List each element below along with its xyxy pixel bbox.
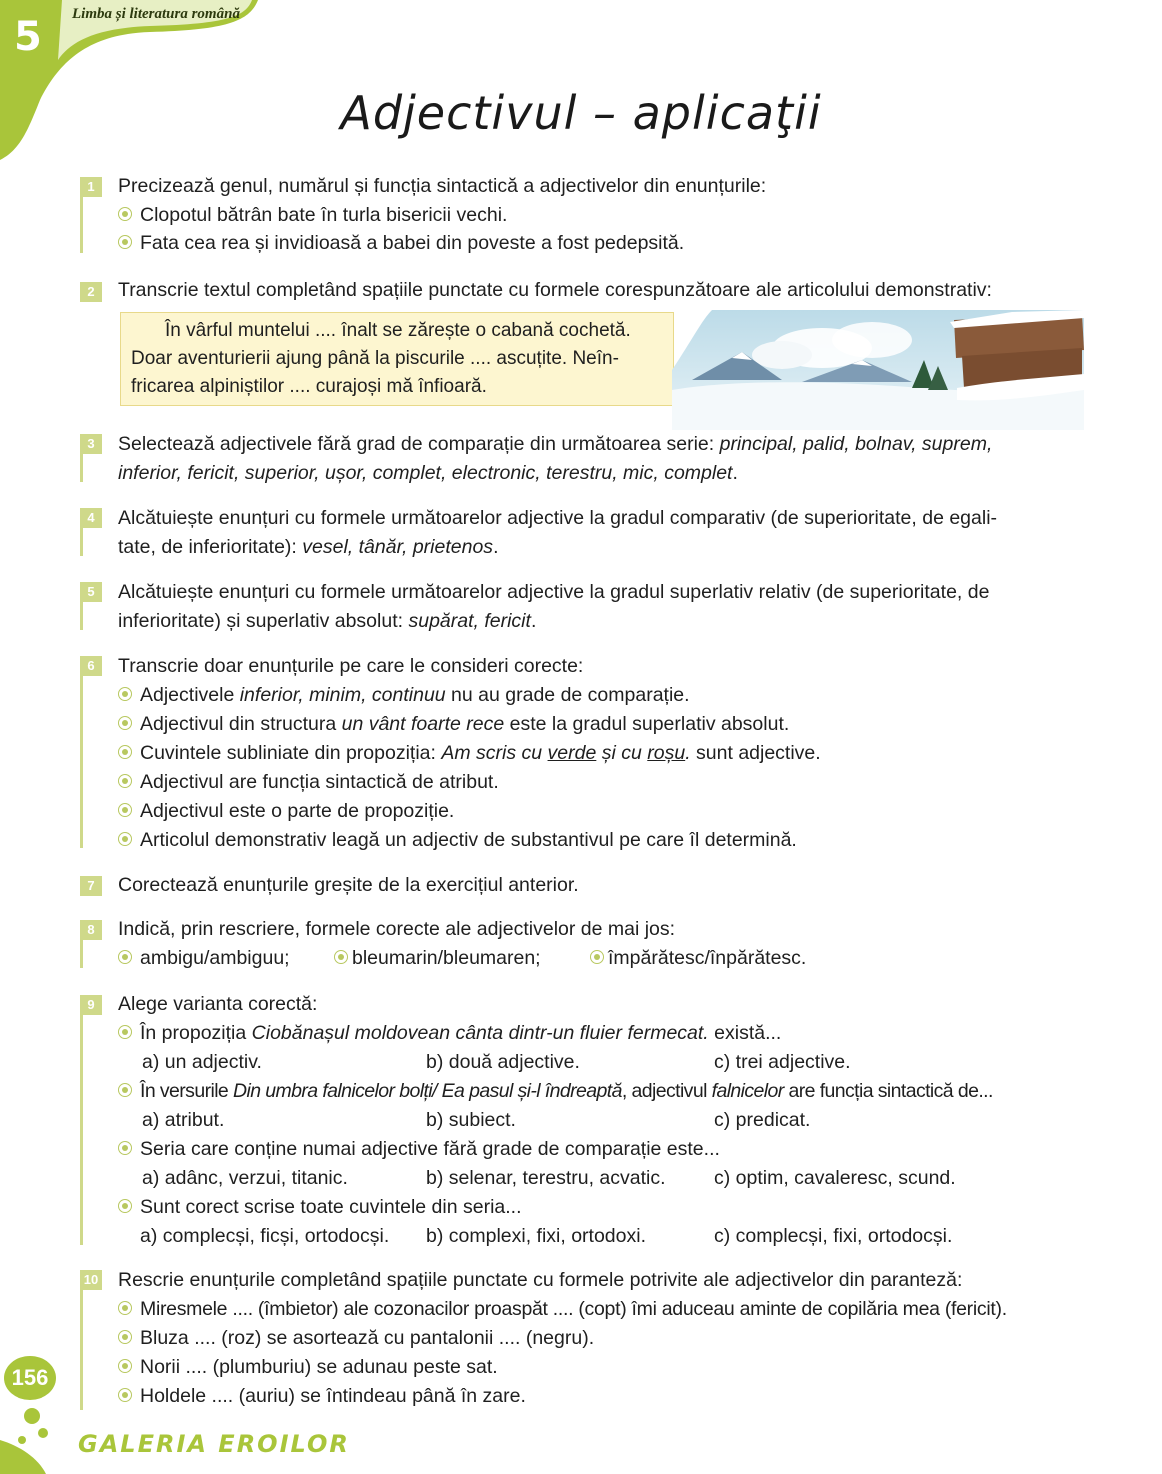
exercise-bar [80,676,83,848]
exercise-number: 3 [80,434,102,454]
list-item: Adjectivul din structura un vânt foarte rece este la gradul superlativ absolut. [118,710,789,738]
bullet-icon [118,687,132,701]
exercise-text: tate, de inferioritate): vesel, tânăr, prietenos. [118,536,499,558]
bullet-icon [118,1025,132,1039]
question: Seria care conține numai adjective fără grade de comparație este... [118,1135,720,1163]
answer-option: c) predicat. [714,1109,811,1131]
list-item: ambigu/ambiguu; [118,944,290,972]
decor-dot [38,1428,48,1438]
answer-option: c) trei adjective. [714,1051,851,1073]
exercise-text: Corectează enunțurile greșite de la exercițiul anterior. [118,874,579,896]
box-line: fricarea alpiniștilor .... curajoși mă înfioară. [131,376,487,397]
bullet-icon [118,1141,132,1155]
exercise-text: Alege varianta corectă: [118,993,318,1015]
question: Sunt corect scrise toate cuvintele din seria... [118,1193,522,1221]
list-item: Clopotul bătrân bate în turla bisericii vechi. [118,201,507,229]
page-title: Adjectivul – aplicaţii [340,86,822,140]
bullet-icon [118,207,132,221]
exercise-text: Transcrie textul completând spațiile punctate cu formele corespunzătoare ale articolului demonstrativ: [118,279,992,301]
box-line: Doar aventurierii ajung până la piscurile .... ascuțite. Neîn- [131,348,619,369]
exercise-text: Alcătuiește enunțuri cu formele următoarelor adjective la gradul comparativ (de superioritate, de egali- [118,507,998,529]
answer-option: c) optim, cavaleresc, scund. [714,1167,956,1189]
bullet-icon [590,950,604,964]
list-item: Norii .... (plumburiu) se adunau peste sat. [118,1353,498,1381]
list-item: Bluza .... (roz) se asortează cu pantalonii .... (negru). [118,1324,594,1352]
answer-option: a) complecși, ficși, ortodocși. [140,1225,390,1247]
list-item: Adjectivul este o parte de propoziție. [118,797,454,825]
answer-option: b) două adjective. [426,1051,580,1073]
bullet-icon [118,1199,132,1213]
list-item: Adjectivele inferior, minim, continuu nu au grade de comparație. [118,681,690,709]
exercise-text: Transcrie doar enunțurile pe care le consideri corecte: [118,655,584,677]
bullet-icon [118,745,132,759]
exercise-number: 7 [80,876,102,896]
exercise-number: 9 [80,995,102,1015]
list-item: Articolul demonstrativ leagă un adjectiv de substantivul pe care îl determină. [118,826,797,854]
list-item: Miresmele .... (îmbietor) ale cozonacilor proaspăt .... (copt) îmi aduceau aminte de copilăria mea (fericit). [118,1295,1007,1323]
exercise-number: 10 [80,1270,102,1290]
list-item: bleumarin/bleumaren; [334,944,541,972]
list-item: Fata cea rea și invidioasă a babei din poveste a fost pedepsită. [118,229,684,257]
series-label: GALERIA EROILOR [78,1430,350,1458]
corner-decoration-bottom [0,1440,50,1474]
answer-option: a) un adjectiv. [142,1051,262,1073]
bullet-icon [118,774,132,788]
decor-dot [24,1408,40,1424]
question: În propoziția Ciobănașul moldovean cânta dintr-un fluier fermecat. există... [118,1019,781,1047]
exercise-text: Precizează genul, numărul și funcția sintactică a adjectivelor din enunțurile: [118,175,767,197]
exercise-text: Rescrie enunțurile completând spațiile punctate cu formele potrivite ale adjectivelor din paranteză: [118,1269,963,1291]
exercise-text: inferioritate) și superlativ absolut: supărat, fericit. [118,610,537,632]
answer-option: b) subiect. [426,1109,516,1131]
exercise-text: inferior, fericit, superior, ușor, complet, electronic, terestru, mic, complet. [118,462,738,484]
subject-label: Limba și literatura română [72,6,240,22]
bullet-icon [118,950,132,964]
exercise-bar [80,528,83,556]
exercise-number: 5 [80,582,102,602]
bullet-icon [118,1330,132,1344]
exercise-text: Indică, prin rescriere, formele corecte ale adjectivelor de mai jos: [118,918,676,940]
question: În versurile Din umbra falnicelor bolți/ Ea pasul și-l îndreaptă, adjectivul falnicelor are funcția sintactică de... [118,1077,993,1105]
box-line: În vârful muntelui .... înalt se zărește o cabană cochetă. [165,320,631,341]
exercise-bar [80,454,83,482]
exercise-number: 8 [80,920,102,940]
page-number: 156 [4,1356,56,1400]
exercise-number: 2 [80,282,102,302]
list-item: Holdele .... (auriu) se întindeau până în zare. [118,1382,526,1410]
bullet-icon [334,950,348,964]
exercise-bar [80,197,83,253]
answer-option: c) complecși, fixi, ortodocși. [714,1225,953,1247]
bullet-icon [118,1083,132,1097]
text-box [120,312,674,406]
list-item: împărătesc/înpărătesc. [590,944,806,972]
list-item: Cuvintele subliniate din propoziția: Am scris cu verde și cu roșu. sunt adjective. [118,739,821,767]
bullet-icon [118,716,132,730]
bullet-icon [118,235,132,249]
exercise-bar [80,940,83,968]
exercise-bar [80,602,83,630]
bullet-icon [118,832,132,846]
answer-option: a) atribut. [142,1109,225,1131]
exercise-number: 1 [80,177,102,197]
bullet-icon [118,1301,132,1315]
grade-number: 5 [14,14,42,60]
answer-option: b) complexi, fixi, ortodoxi. [426,1225,646,1247]
bullet-icon [118,803,132,817]
mountain-cabin-illustration [672,310,1088,430]
exercise-text: Alcătuiește enunțuri cu formele următoarelor adjective la gradul superlativ relativ (de superioritate, de [118,581,990,603]
exercise-bar [80,1290,83,1410]
answer-option: b) selenar, terestru, acvatic. [426,1167,666,1189]
list-item: Adjectivul are funcția sintactică de atribut. [118,768,499,796]
exercise-bar [80,1015,83,1245]
answer-option: a) adânc, verzui, titanic. [142,1167,348,1189]
bullet-icon [118,1388,132,1402]
exercise-text: Selectează adjectivele fără grad de comparație din următoarea serie: principal, palid, bolnav, suprem, [118,433,993,455]
bullet-icon [118,1359,132,1373]
exercise-number: 6 [80,656,102,676]
exercise-number: 4 [80,508,102,528]
